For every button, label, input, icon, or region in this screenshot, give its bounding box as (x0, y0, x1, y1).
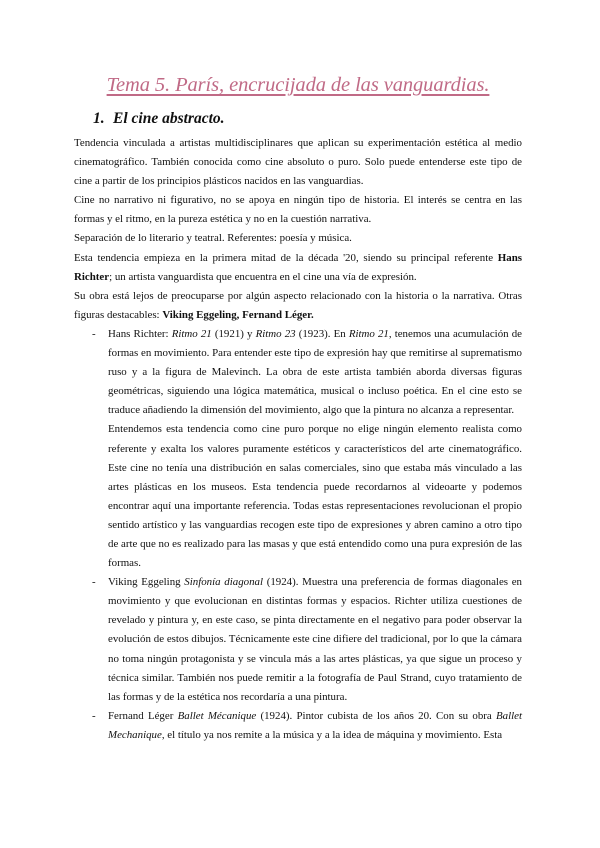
paragraph-richter-intro: Esta tendencia empieza en la primera mitad de la década '20, siendo su principal referente Hans Richter; un artista vanguardista que encuentra en el cine una vía de expresión. (74, 251, 522, 283)
item-leger-text: Fernand Léger Ballet Mécanique (1924). Pintor cubista de los años 20. Con su obra Ballet Mechanique, el título ya nos remite a la música y a la idea de máquina y movimiento. Esta (108, 709, 522, 741)
paragraph-intro-3: Separación de lo literario y teatral. Referentes: poesía y música. (74, 232, 352, 245)
list-item-eggeling (74, 573, 522, 707)
artist-list (74, 325, 522, 745)
page-title: Tema 5. París, encrucijada de las vanguardias. (106, 74, 490, 96)
paragraph-intro-2: Cine no narrativo ni figurativo, no se apoya en ningún tipo de historia. El interés se centra en las formas y el ritmo, en la pureza estética y no en la cuestión narrativa. (74, 194, 522, 226)
paragraph-intro-1: Tendencia vinculada a artistas multidisciplinares que aplican su experimentación estética al medio cinematográfico. También conocida como cine absoluto o puro. Solo puede entenderse este tipo de cine a partir de los principios plásticos nacidos en las vanguardias. (74, 137, 522, 188)
paragraph-other-figures: Su obra está lejos de preocuparse por algún aspecto relacionado con la historia o la narrativa. Otras figuras destacables: Viking Eggeling, Fernand Léger. (74, 289, 522, 321)
list-item-richter (74, 325, 522, 573)
bullet-dash: - (92, 327, 96, 340)
section-heading (93, 110, 522, 128)
name-hans-richter: Hans Richter (74, 251, 522, 283)
item-richter-text: Hans Richter: Ritmo 21 (1921) y Ritmo 23 (1923). En Ritmo 21, tenemos una acumulación de formas en movimiento. Para entender este tipo de expresión hay que remitirse al suprematismo ruso y a la figura de Malevinch. La obra de este artista también aborda diversas figuras geométricas, siguiendo una lógica matemática, musical o incluso poética. En el cine esto se traduce añadiendo la dimensión del movimiento, algo que la pintura no alcanza a representar. (108, 327, 522, 417)
names-other-figures: Viking Eggeling, Fernand Léger. (162, 308, 314, 321)
item-richter-continuation: Entendemos esta tendencia como cine puro porque no elige ningún elemento realista como referente y exalta los valores puramente estéticos y característicos del arte cinematográfico. Este cine no tenía una distribución en salas comerciales, sino que estaba más vinculado a las artes plásticas en los museos. Esta tendencia puede recordarnos al videoarte y podemos encontrar aquí una importante referencia. Todas estas representaciones revolucionan el propio sentido artístico y las vanguardias recogen este tipo de expresiones y abren camino a otro tipo de arte que no es realizado para las masas y que está entendido como una pura expresión de las formas. (108, 423, 522, 570)
section-number: 1. (93, 110, 105, 127)
section-title: El cine abstracto. (113, 110, 225, 127)
bullet-dash: - (92, 709, 96, 722)
bullet-dash: - (92, 576, 96, 589)
item-eggeling-text: Viking Eggeling Sinfonía diagonal (1924). Muestra una preferencia de formas diagonales en movimiento y que evolucionan en distintas formas y espacios. Richter utiliza cuestiones de revelado y pintura y, en este caso, se pinta directamente en el negativo para poder observar la evolución de estos dibujos. Técnicamente este cine difiere del tradicional, por lo que la cámara no toma ningún protagonista y se vincula más a las artes plásticas, ya que sigue un proceso y técnica similar. También nos puede remitir a la fotografía de Paul Strand, cuyo tratamiento de las formas y de la estética nos recordaría a una pintura. (108, 576, 522, 703)
list-item-leger (74, 707, 522, 745)
